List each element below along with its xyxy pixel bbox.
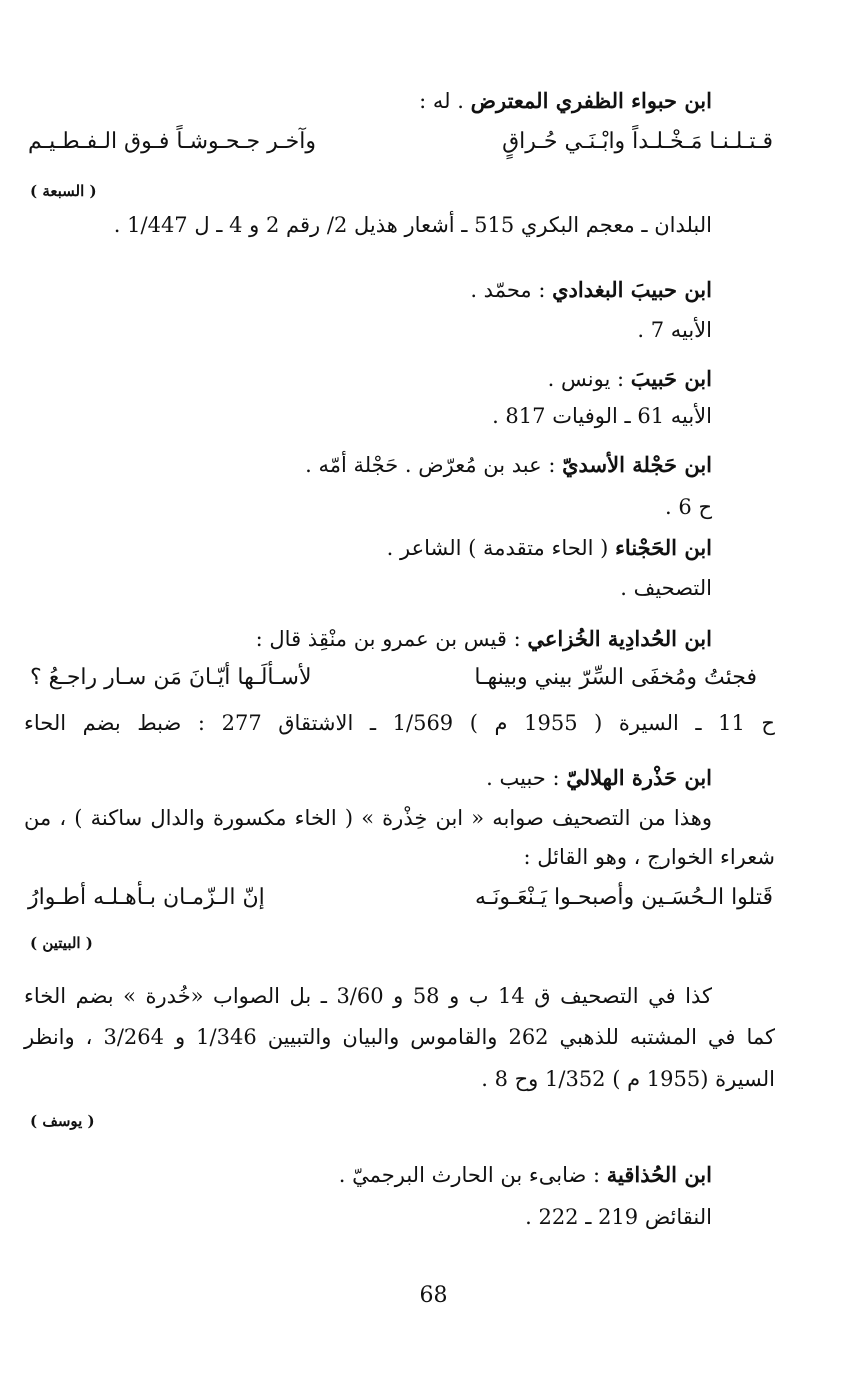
entry-head: ابن حبيبَ البغدادي (552, 277, 712, 302)
entry-line: ابن حَبيبَ : يونس . (547, 366, 712, 391)
paragraph-line: كذا في التصحيف ق 14 ب و 58 و 3/60 ـ بل الصواب «خُدرة » بضم الخاء (24, 984, 712, 1008)
reference-line: البلدان ـ معجم البكري 515 ـ أشعار هذيل 2/ رقم 2 و 4 ـ ل 1/447 . (113, 213, 712, 237)
verse-hemistich: قـتـلـنـا مَـخْـلـداً وابْـنَـي حُـراقٍ (502, 129, 773, 154)
source-tag: ( السبعة ) (30, 182, 97, 200)
entry-head: ابن حَذْرة الهلاليّ (566, 765, 712, 790)
reference-line: التصحيف . (620, 576, 712, 600)
paragraph-line: كما في المشتبه للذهبي 262 والقاموس والبيان والتبيين 1/346 و 3/264 ، وانظر (24, 1025, 776, 1049)
reference-line: ح 11 ـ السيرة ( 1955 م ) 1/569 ـ الاشتقاق 277 : ضبط بضم الحاء (24, 711, 775, 735)
entry-head: ابن حبواء الظفري المعترض (470, 88, 712, 113)
entry-line: ابن حبواء الظفري المعترض . له : (419, 88, 712, 113)
verse-hemistich: إنّ الـزّمـان بـأهـلـه أطـوارُ (28, 885, 265, 910)
entry-line: ابن حبيبَ البغدادي : محمّد . (470, 277, 712, 302)
paragraph-line: وهذا من التصحيف صوابه « ابن خِذْرة » ( الخاء مكسورة والدال ساكنة ) ، من (24, 806, 712, 830)
entry-head: ابن الحَجْناء (615, 535, 712, 560)
reference-line: الأبيه 61 ـ الوفيات 817 . (492, 404, 712, 428)
entry-line: ابن حَجْلة الأسديّ : عبد بن مُعرّض . حَجْلة أمّه . (305, 452, 712, 477)
verse-line (28, 882, 773, 914)
entry-line: ابن حَذْرة الهلاليّ : حبيب . (486, 765, 712, 790)
source-tag: ( البيتين ) (30, 934, 93, 952)
entry-line: ابن الحَجْناء ( الحاء متقدمة ) الشاعر . (386, 535, 712, 560)
reference-line: ح 6 . (665, 495, 712, 519)
verse-hemistich: لأسـألَـها أيّـانَ مَن سـار راجـعُ ؟ (30, 665, 312, 690)
reference-line: النقائض 219 ـ 222 . (525, 1205, 712, 1229)
entry-line: ابن الحُدادِية الخُزاعي : قيس بن عمرو بن منْقِذ قال : (255, 626, 712, 651)
verse-line (30, 662, 757, 694)
entry-head: ابن حَبيبَ (630, 366, 712, 391)
entry-head: ابن الحُدادِية الخُزاعي (527, 626, 712, 651)
paragraph-line: السيرة (1955 م ) 1/352 وح 8 . (481, 1067, 775, 1091)
verse-hemistich: قَتلوا الـحُسَـين وأصبحـوا يَـنْعَـونَـه (475, 885, 773, 910)
page-number: 68 (419, 1283, 448, 1308)
entry-head: ابن الحُذاقية (606, 1162, 712, 1187)
reference-line: الأبيه 7 . (637, 318, 712, 342)
source-tag: ( يوسف ) (30, 1112, 95, 1130)
verse-hemistich: فجئتُ ومُخفَى السِّرّ بيني وبينهـا (474, 665, 757, 690)
entry-line: ابن الحُذاقية : ضابىء بن الحارث البرجميّ . (338, 1162, 712, 1187)
verse-hemistich: وآخـر جـحـوشـاً فـوق الـفـطـيـم (28, 129, 316, 154)
paragraph-line: شعراء الخوارج ، وهو القائل : (523, 845, 775, 869)
entry-head: ابن حَجْلة الأسديّ (562, 452, 712, 477)
verse-line (28, 126, 773, 158)
